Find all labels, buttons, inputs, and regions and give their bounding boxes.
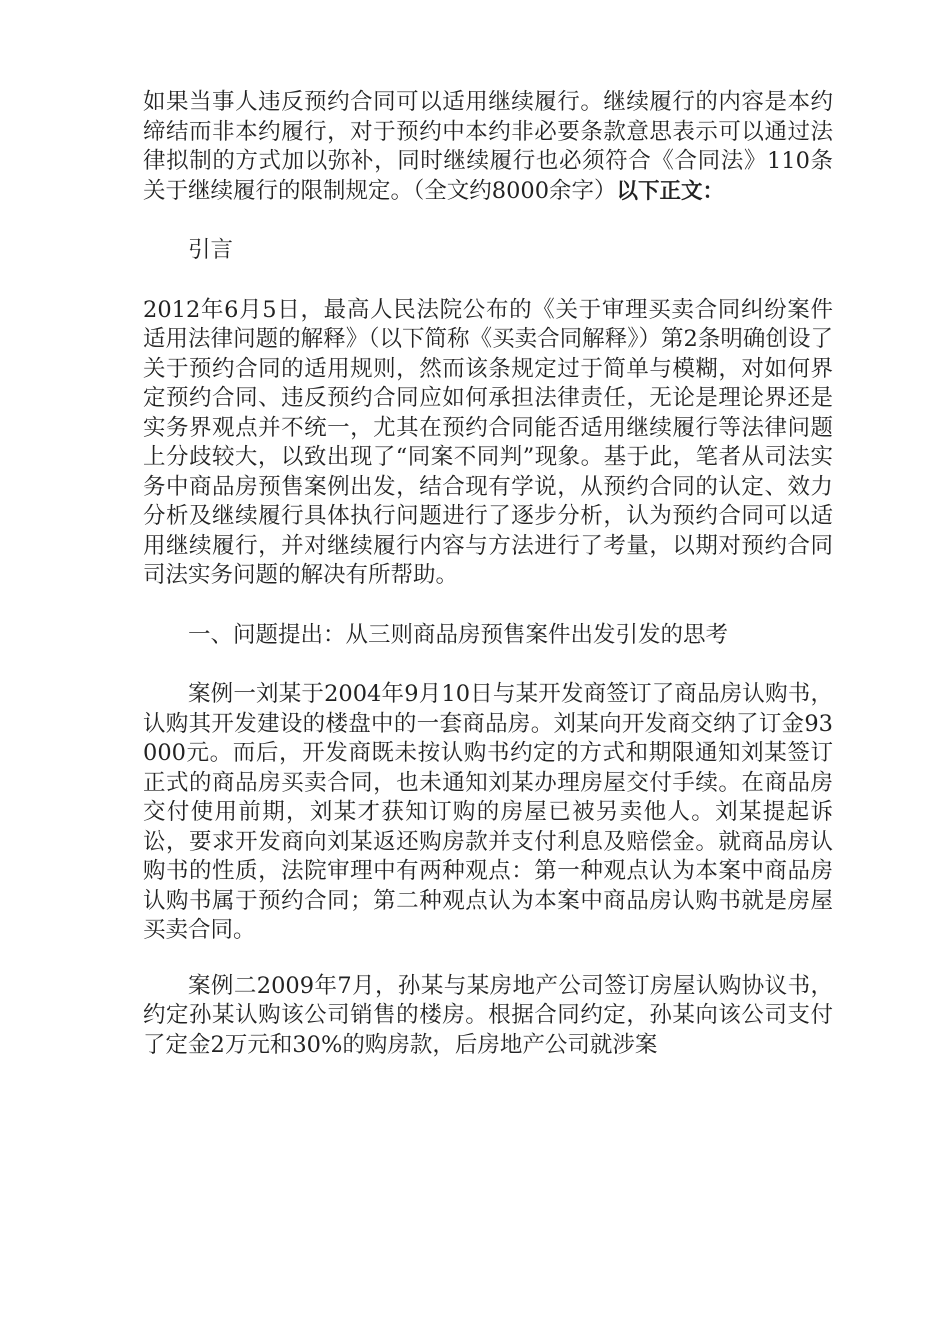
document-page — [143, 88, 833, 1060]
case2-paragraph: 案例二2009年7月，孙某与某房地产公司签订房屋认购协议书，约定孙某认购该公司销售的楼房。根据合同约定，孙某向该公司支付了定金2万元和30%的购房款，后房地产公司就涉案 — [143, 972, 833, 1058]
abstract-text: 如果当事人违反预约合同可以适用继续履行。继续履行的内容是本约缔结而非本约履行，对于预约中本约非必要条款意思表示可以通过法律拟制的方式加以弥补，同时继续履行也必须符合《合同法》110条关于继续履行的限制规定。（全文约8000余字） — [143, 89, 833, 204]
abstract-paragraph — [143, 88, 833, 206]
intro-heading: 引言 — [188, 237, 234, 263]
intro-paragraph: 2012年6月5日，最高人民法院公布的《关于审理买卖合同纠纷案件适用法律问题的解释》（以下简称《买卖合同解释》）第2条明确创设了关于预约合同的适用规则，然而该条规定过于简单与模糊，对如何界定预约合同、违反预约合同应如何承担法律责任，无论是理论界还是实务界观点并不统一，尤其在预约合同能否适用继续履行等法律问题上分歧较大，以致出现了“同案不同判”现象。基于此，笔者从司法实务中商品房预售案例出发，结合现有学说，从预约合同的认定、效力分析及继续履行具体执行问题进行了逐步分析，认为预约合同可以适用继续履行，并对继续履行内容与方法进行了考量，以期对预约合同司法实务问题的解决有所帮助。 — [143, 296, 833, 588]
section1-heading: 一、问题提出：从三则商品房预售案件出发引发的思考 — [188, 621, 729, 648]
main-text-marker: 以下正文： — [616, 178, 725, 204]
case1-paragraph: 案例一刘某于2004年9月10日与某开发商签订了商品房认购书，认购其开发建设的楼盘中的一套商品房。刘某向开发商交纳了订金93000元。而后，开发商既未按认购书约定的方式和期限通知刘某签订正式的商品房买卖合同，也未通知刘某办理房屋交付手续。在商品房交付使用前期，刘某才获知订购的房屋已被另卖他人。刘某提起诉讼，要求开发商向刘某返还购房款并支付利息及赔偿金。就商品房认购书的性质，法院审理中有两种观点：第一种观点认为本案中商品房认购书属于预约合同；第二种观点认为本案中商品房认购书就是房屋买卖合同。 — [143, 681, 833, 943]
